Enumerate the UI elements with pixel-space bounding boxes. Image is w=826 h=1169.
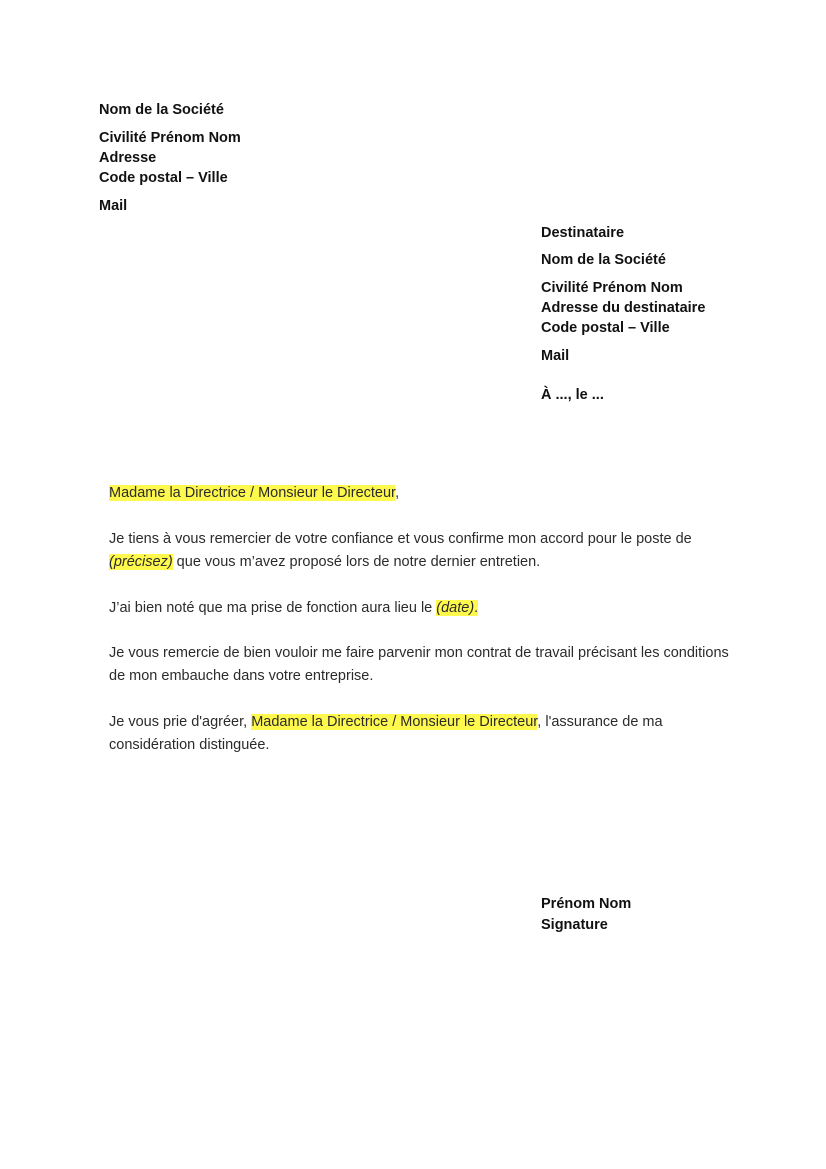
closing-highlight: Madame la Directrice / Monsieur le Directeur — [251, 714, 538, 730]
recipient-address: Adresse du destinataire — [541, 300, 706, 316]
sender-address: Adresse — [99, 150, 157, 166]
sender-postal-city: Code postal – Ville — [99, 170, 228, 186]
signature-label: Signature — [541, 917, 608, 933]
sender-name: Civilité Prénom Nom — [99, 130, 241, 146]
paragraph-contract-request: Je vous remercie de bien vouloir me faire parvenir mon contrat de travail précisant les conditions de mon embauche dans votre entreprise. — [109, 645, 729, 684]
recipient-mail: Mail — [541, 348, 570, 364]
salutation-punct: , — [395, 485, 400, 501]
paragraph-acceptance-text-b: que vous m’avez proposé lors de notre dernier entretien. — [172, 554, 541, 570]
signature-name: Prénom Nom — [541, 896, 632, 912]
salutation — [109, 482, 729, 505]
sender-mail: Mail — [99, 198, 128, 214]
paragraph-closing-text-b: , l'assurance de ma considération distinguée. — [109, 714, 663, 753]
signature-block — [541, 894, 631, 936]
place-date: À ..., le ... — [541, 387, 604, 403]
sender-company: Nom de la Société — [99, 102, 224, 118]
paragraph-start-date-text-b: . — [474, 600, 479, 616]
recipient-name: Civilité Prénom Nom — [541, 280, 683, 296]
paragraph-start-date-text-a: J’ai bien noté que ma prise de fonction aura lieu le — [109, 600, 437, 616]
sender-block — [99, 100, 241, 216]
recipient-company: Nom de la Société — [541, 252, 666, 268]
recipient-block — [541, 223, 705, 405]
paragraph-closing-text-a: Je vous prie d'agréer, — [109, 714, 252, 730]
date-placeholder: (date) — [436, 600, 475, 616]
paragraph-closing — [109, 711, 729, 757]
recipient-label: Destinataire — [541, 225, 625, 241]
paragraph-start-date — [109, 597, 729, 620]
salutation-highlight: Madame la Directrice / Monsieur le Directeur — [109, 485, 396, 501]
paragraph-acceptance-text-a: Je tiens à vous remercier de votre confiance et vous confirme mon accord pour le poste de — [109, 531, 692, 547]
paragraph-acceptance — [109, 528, 729, 574]
recipient-postal-city: Code postal – Ville — [541, 320, 670, 336]
position-placeholder: (précisez) — [109, 554, 173, 570]
